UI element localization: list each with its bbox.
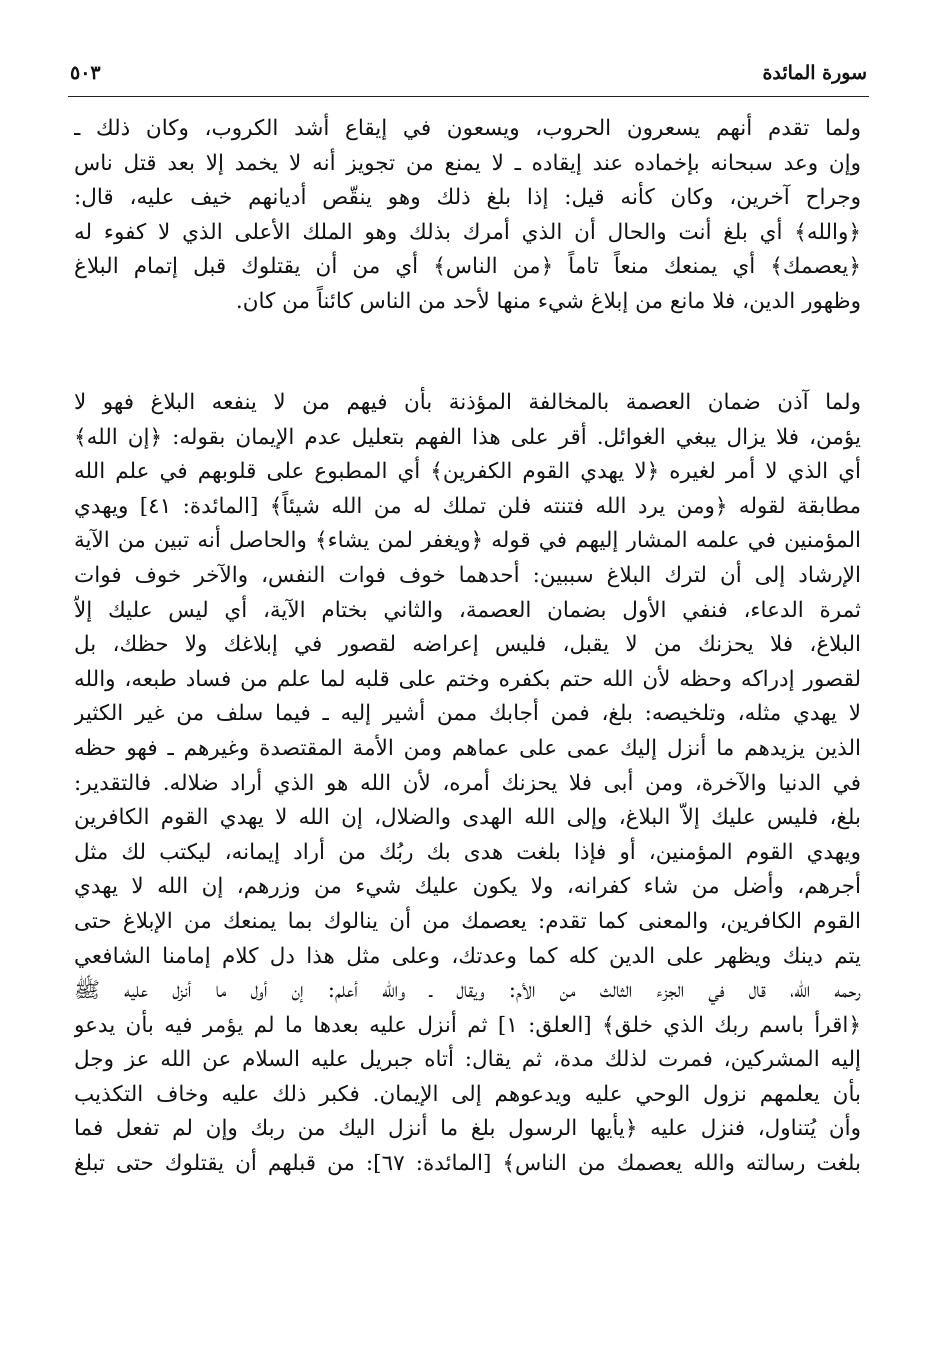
text-line: لقصور إدراكه وحظه لأن الله حتم بكفره وختم على قلبه لما علم من فساد طبعه، والله [74, 666, 861, 692]
header-divider [68, 96, 869, 97]
text-line: رحمه الله، قال في الجزء الثالث من الأم: ويقال ـ والله أعلم: إن أول ما أنزل عليه ﷺ [74, 978, 861, 1004]
text-line: لا يهدي مثله، وتلخيصه: بلغ، فمن أجابك ممن أشير إليه ـ فيما سلف من غير الكثير [74, 701, 861, 727]
text-line: الذين يزيدهم ما أنزل إليك عمى على عماهم ومن الأمة المقتصدة وغيرهم ـ فهو حظه [74, 735, 861, 761]
text-line: يؤمن، فلا يزال يبغي الغوائل. أقر على هذا الفهم بتعليل عدم الإيمان بقوله: ﴿إن الله﴾ [74, 424, 861, 450]
text-line: ولما آذن ضمان العصمة بالمخالفة المؤذنة بأن فيهم من لا ينفعه البلاغ فهو لا [74, 390, 861, 415]
page-number: ٥٠٣ [70, 62, 101, 84]
text-line: أي الذي لا أمر لغيره ﴿لا يهدي القوم الكفرين﴾ أي المطبوع على قلوبهم في علم الله [74, 459, 861, 485]
text-line: بأن يعلمهم نزول الوحي عليه ويدعوهم إلى الإيمان. فكبر ذلك عليه وخاف التكذيب [74, 1081, 861, 1107]
text-line: يتم دينك ويظهر على الدين كله كما وعدتك، وعلى مثل هذا دل كلام إمامنا الشافعي [74, 943, 861, 969]
text-line: القوم الكافرين، والمعنى كما تقدم: يعصمك من أن ينالوك بما يمنعك من الإبلاغ حتى [74, 908, 861, 934]
text-line: المؤمنين في علمه المشار إليهم في قوله ﴿ويغفر لمن يشاء﴾ والحاصل أنه تبين من الآية [74, 528, 861, 554]
text-line: الإرشاد إلى أن لترك البلاغ سببين: أحدهما خوف فوات النفس، والآخر خوف فوات [74, 562, 861, 588]
text-line: البلاغ، فلا يحزنك من لا يقبل، فليس إعراضه لقصور في إبلاغك ولا حظك، بل [74, 632, 861, 658]
text-line: مطابقة لقوله ﴿ومن يرد الله فتنته فلن تملك له من الله شيئاً﴾ [المائدة: ٤١] ويهدي [74, 493, 861, 519]
text-line: بلغت رسالته والله يعصمك من الناس﴾ [المائدة: ٦٧]: من قبلهم أن يقتلوك حتى تبلغ [74, 1151, 861, 1177]
text-line: ولما تقدم أنهم يسعرون الحروب، ويسعون في إيقاع أشد الكروب، وكان ذلك ـ [74, 116, 861, 141]
text-line: أجرهم، وأضل من شاء كفرانه، ولا يكون عليك شيء من وزرهم، إن الله لا يهدي [74, 874, 861, 900]
text-line: وأن يُتناول، فنزل عليه ﴿يأيها الرسول بلغ ما أنزل اليك من ربك وإن لم تفعل فما [74, 1116, 861, 1142]
paragraph-1 [74, 112, 861, 320]
text-line: في الدنيا والآخرة، ومن أبى فلا يحزنك أمره، لأن الله هو الذي أراد ضلاله. فالتقدير: [74, 770, 861, 796]
text-line: ﴿اقرأ باسم ربك الذي خلق﴾ [العلق: ١] ثم أنزل عليه بعدها ما لم يؤمر فيه بأن يدعو [74, 1012, 861, 1038]
text-line: وإن وعد سبحانه بإخماده عند إيقاده ـ لا يمنع من تجويز أنه لا يخمد إلا بعد قتل ناس [74, 150, 861, 176]
text-line: وظهور الدين، فلا مانع من إبلاغ شيء منها لأحد من الناس كائناً من كان. [235, 288, 861, 314]
running-header [70, 58, 867, 92]
text-line: بلغ، فليس عليك إلاّ البلاغ، وإلى الله الهدى والضلال، إن الله لا يهدي القوم الكافرين [74, 805, 861, 831]
text-line: إليه المشركين، فمرت لذلك مدة، ثم يقال: أتاه جبريل عليه السلام عن الله عز وجل [74, 1047, 861, 1073]
surah-title: سورة المائدة [762, 62, 867, 84]
text-line: ﴿والله﴾ أي بلغ أنت والحال أن الذي أمرك بذلك وهو الملك الأعلى الذي لا كفوء له [74, 219, 861, 245]
text-line: ويهدي القوم المؤمنين، أو فإذا بلغت هدى بك ربُك من أراد إيمانه، ليكتب لك مثل [74, 839, 861, 865]
paragraph-2 [74, 386, 861, 1182]
text-line: وجراح آخرين، وكان كأنه قيل: إذا بلغ ذلك وهو ينقّص أديانهم خيف عليه، قال: [74, 185, 861, 211]
text-line: ﴿يعصمك﴾ أي يمنعك منعاً تاماً ﴿من الناس﴾ أي من أن يقتلوك قبل إتمام البلاغ [74, 254, 861, 280]
text-line: ثمرة الدعاء، فنفي الأول بضمان العصمة، والثاني بختام الآية، أي ليس عليك إلاّ [74, 597, 861, 623]
